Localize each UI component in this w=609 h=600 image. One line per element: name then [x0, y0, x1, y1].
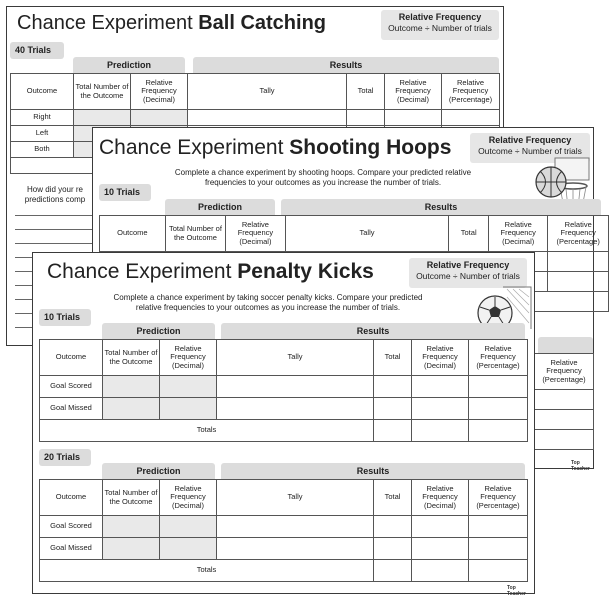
header-rf-decimal: Relative Frequency (Decimal) — [412, 480, 469, 516]
header-total-number: Total Number of the Outcome — [165, 216, 225, 252]
title-light: Chance Experiment — [17, 12, 193, 34]
header-total: Total — [374, 340, 412, 376]
results-band: Results — [221, 463, 525, 479]
title-bold: Shooting Hoops — [289, 136, 452, 159]
answer-line — [15, 229, 95, 230]
trials-tag: 10 Trials — [99, 184, 151, 201]
title-light: Chance Experiment — [47, 260, 232, 283]
trials-tag: 10 Trials — [39, 309, 91, 326]
answer-line — [15, 243, 95, 244]
page-title — [17, 10, 326, 36]
answer-line — [15, 215, 95, 216]
row-label-goal-missed: Goal Missed — [40, 398, 103, 420]
header-rf-decimal: Relative Frequency (Decimal) — [131, 74, 188, 110]
header-rf-percentage: Relative Frequency (Percentage) — [535, 354, 594, 390]
rf-title: Relative Frequency — [488, 135, 572, 145]
header-rf-decimal: Relative Frequency (Decimal) — [226, 216, 285, 252]
rf-formula: Outcome ÷ Number of trials — [388, 23, 492, 33]
header-outcome: Outcome — [100, 216, 166, 252]
row-label-goal-scored: Goal Scored — [40, 376, 103, 398]
instructions: Complete a chance experiment by taking soccer penalty kicks. Compare your predicted relative frequencies to your outcomes as you increase the number of trials. — [113, 293, 423, 312]
header-total-number: Total Number of the Outcome — [103, 340, 160, 376]
header-total-number: Total Number of the Outcome — [74, 74, 131, 110]
results-band: Results — [221, 323, 525, 339]
rf-formula: Outcome ÷ Number of trials — [416, 271, 520, 281]
prediction-band: Prediction — [165, 199, 275, 215]
header-tally: Tally — [188, 74, 347, 110]
header-outcome: Outcome — [40, 480, 103, 516]
prediction-band: Prediction — [102, 323, 215, 339]
prediction-band: Prediction — [102, 463, 215, 479]
trials-tag: 40 Trials — [10, 42, 64, 59]
header-rf-decimal: Relative Frequency (Decimal) — [160, 340, 217, 376]
header-total: Total — [347, 74, 385, 110]
header-outcome: Outcome — [11, 74, 74, 110]
results-band: Results — [193, 57, 499, 73]
row-label-goal-missed: Goal Missed — [40, 538, 103, 560]
page-title — [99, 134, 451, 162]
header-rf-percentage: Relative Frequency (Percentage) — [469, 480, 528, 516]
row-label: Right — [11, 110, 74, 126]
prediction-band: Prediction — [73, 57, 185, 73]
trials-tag: 20 Trials — [39, 449, 91, 466]
results-table-10-trials — [39, 339, 528, 442]
header-rf-decimal: Relative Frequency (Decimal) — [385, 74, 442, 110]
relative-frequency-box — [381, 10, 499, 40]
title-light: Chance Experiment — [99, 136, 284, 159]
header-rf-percentage: Relative Frequency (Percentage) — [548, 216, 609, 252]
rf-title: Relative Frequency — [426, 260, 510, 270]
totals-label: Totals — [40, 420, 374, 442]
header-total-number: Total Number of the Outcome — [103, 480, 160, 516]
instructions: Complete a chance experiment by shooting hoops. Compare your predicted relative frequencies to your outcomes as you increase the number of trials. — [174, 168, 472, 187]
rf-title: Relative Frequency — [398, 12, 482, 22]
page-title — [47, 258, 374, 286]
header-rf-decimal: Relative Frequency (Decimal) — [412, 340, 469, 376]
totals-label: Totals — [40, 560, 374, 582]
results-table-2-partial — [534, 353, 594, 450]
header-outcome: Outcome — [40, 340, 103, 376]
header-rf-decimal: Relative Frequency (Decimal) — [160, 480, 217, 516]
rf-formula: Outcome ÷ Number of trials — [478, 146, 582, 156]
row-label-goal-scored: Goal Scored — [40, 516, 103, 538]
results-band: Results — [281, 199, 601, 215]
row-label: Left — [11, 126, 74, 142]
header-tally: Tally — [217, 480, 374, 516]
header-rf-percentage: Relative Frequency (Percentage) — [469, 340, 528, 376]
header-tally: Tally — [217, 340, 374, 376]
header-total: Total — [449, 216, 489, 252]
title-bold: Ball Catching — [198, 12, 327, 34]
header-tally: Tally — [285, 216, 449, 252]
reflection-question: How did your re predictions comp — [24, 185, 86, 204]
header-rf-decimal: Relative Frequency (Decimal) — [489, 216, 548, 252]
row-label: Both — [11, 142, 74, 158]
title-bold: Penalty Kicks — [237, 260, 374, 283]
header-total: Total — [374, 480, 412, 516]
brand-logo: Top Teacher — [507, 585, 526, 597]
results-band — [538, 337, 593, 353]
worksheet-penalty-kicks — [32, 252, 535, 597]
results-table-20-trials — [39, 479, 528, 582]
brand-logo: Top Teacher — [571, 460, 590, 472]
header-rf-percentage: Relative Frequency (Percentage) — [442, 74, 500, 110]
